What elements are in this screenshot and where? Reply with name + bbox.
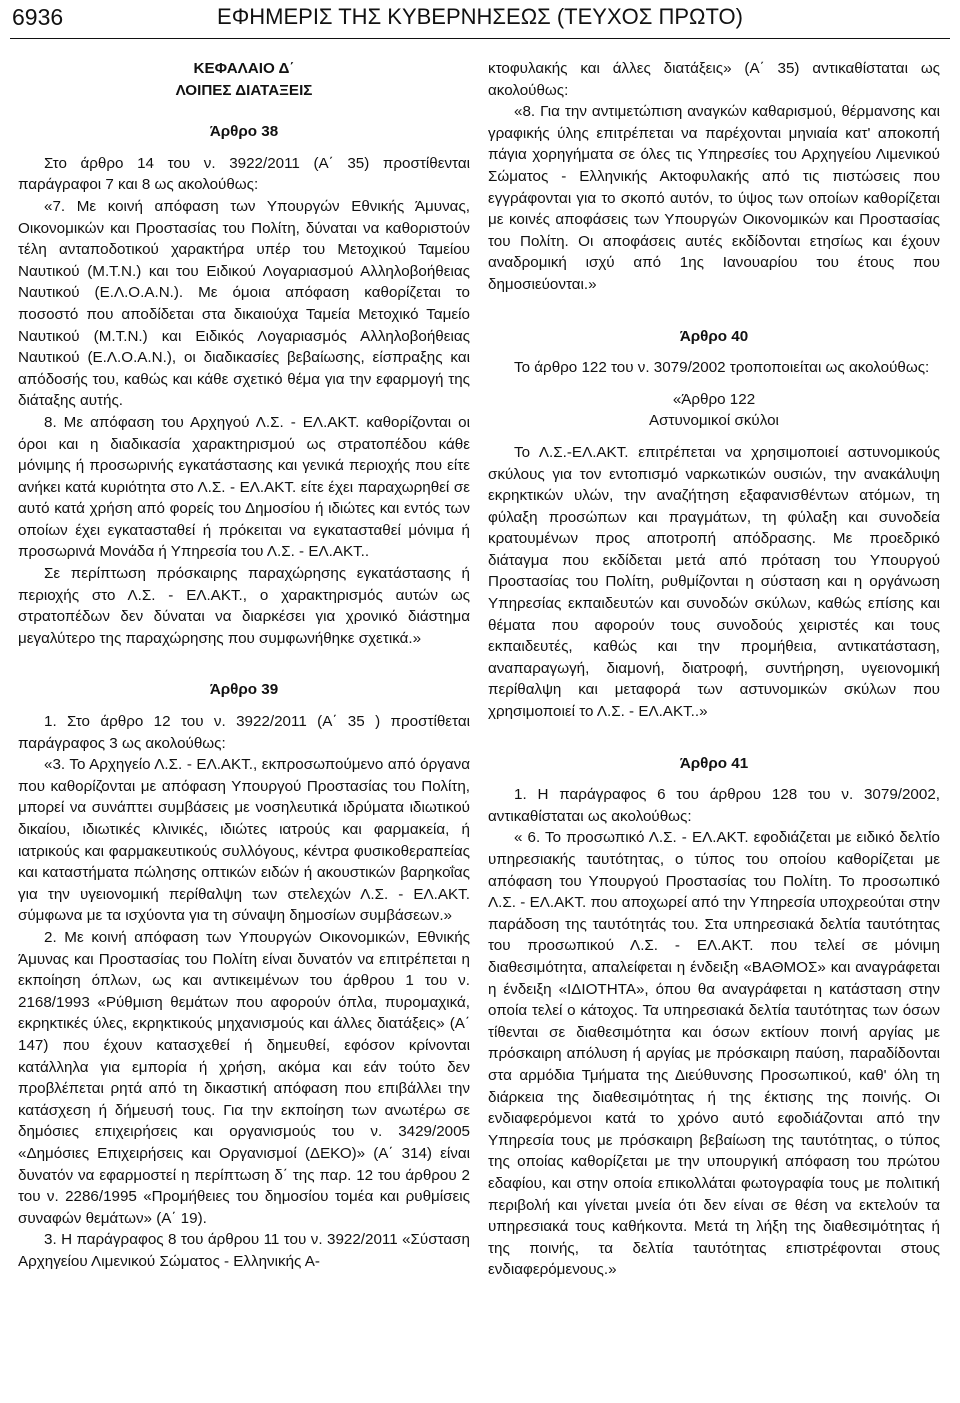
article-38-paragraph-8-cont: Σε περίπτωση πρόσκαιρης παραχώρησης εγκατάστασης ή περιοχής στο Λ.Σ. - ΕΛ.ΑΚΤ., ο χαρακτηρισμός αυτών ως στρατοπέδων δεν δύναται να διαρκέσει για χρονικό διάστημα μεγαλύτερο της παραχώρησης που συμφωνήθηκε σχετικά.» [18,565,470,647]
article-40-intro: Το άρθρο 122 του ν. 3079/2002 τροποποιείται ως ακολούθως: [514,359,930,377]
continued-text: κτοφυλακής και άλλες διατάξεις» (Α΄ 35) αντικαθίσταται ως ακολούθως: [488,60,940,99]
article-41-paragraph-6: « 6. Το προσωπικό Λ.Σ. - ΕΛ.ΑΚΤ. εφοδιάζεται με ειδικό δελτίο υπηρεσιακής ταυτότητας, ο τύπος του οποίου καθορίζεται με απόφαση του Υπουργού Προστασίας του Πολίτη. Το προσωπικό Λ.Σ. - ΕΛ.ΑΚΤ. που αποχωρεί από την Υπηρεσία υποχρεούται στην παράδοση της ταυτότητάς του. Στα υπηρεσιακά δελτία ταυτότητας του προσωπικού Λ.Σ. - ΕΛ.ΑΚΤ. που τελεί σε μόνιμη διαθεσιμότητα, απαλείφεται η ένδειξη «ΒΑΘΜΟΣ» και αναγράφεται η ένδειξη «ΙΔΙΟΤΗΤΑ», όπου θα αναγράφεται η κατάσταση στην οποία τελεί ο κάτοχος. Τα υπηρεσιακά δελτία ταυτότητας των όσων τίθενται σε διαθεσιμότητα και όσων εκτίουν ποινή αργίας με πρόσκαιρη απόλυση ή αργίας με πρόσκαιρη παύση, παραδίδονται στα αρμόδια Τμήματα της Διεύθυνσης Προσωπικού, καθ' όλη τη διάρκεια της διαθεσιμότητας ή της έκτισης της ποινής. Οι ενδιαφερόμενοι κατά το χρόνο αυτό εφοδιάζονται από την Υπηρεσία τους με πρόσκαιρη βεβαίωση της ταυτότητας, ο τύπος της οποίας καθορίζεται με την υπουργική απόφαση του πρώτου εδαφίου, και στην οποία επικολλάται φωτογραφία τους με πολιτική περιβολή και γίνεται μνεία ότι δεν είναι σε θέση να εκτελούν τα υπηρεσιακά τους καθήκοντα. Μετά τη λήξη της διαθεσιμότητας ή της ποινής, τα δελτία ταυτότητας επιστρέφονται στους ενδιαφερόμενους.» [488,829,940,1279]
right-column [488,58,940,1281]
article-39-paragraph-2: 2. Με κοινή απόφαση των Υπουργών Οικονομικών, Εθνικής Άμυνας και Προστασίας του Πολίτη είναι δυνατόν να επιτρέπεται η εκποίηση όπλων, ως και αντικειμένων του άρθρου 1 του ν. 2168/1993 «Ρύθμιση θεμάτων που αφορούν όπλα, πυρομαχικά, εκρηκτικές ύλες, εκρηκτικούς μηχανισμούς και άλλες διατάξεις» (Α΄ 147) που έχουν κατασχεθεί ή δημευθεί, εφόσον κρίνονται κατάλληλα για εμπορία ή χρήση, ακόμα και εάν τούτο δεν προβλέπεται ρητά από τη δικαστική απόφαση που επιβάλλει την κατάσχεση ή δήμευσή τους. Για την εκποίηση των ανωτέρω σε δημόσιες επιχειρήσεις και οργανισμούς του ν. 3429/2005 «Δημόσιες Επιχειρήσεις και Οργανισμοί (ΔΕΚΟ)» (Α΄ 314) είναι δυνατόν να εφαρμοστεί η περίπτωση δ΄ της παρ. 12 του άρθρου 2 του ν. 2286/1995 «Προμήθειες του δημοσίου τομέα και ρυθμίσεις συναφών θεμάτων» (Α΄ 19). [18,928,470,1227]
article-39-heading: Άρθρο 39 [209,681,279,699]
article-40-heading: Άρθρο 40 [679,327,749,345]
article-39-paragraph-3-text: «3. Το Αρχηγείο Λ.Σ. - ΕΛ.ΑΚΤ., εκπροσωπούμενο από όργανα που καθορίζονται με απόφαση Υπουργού Προστασίας του Πολίτη, μπορεί να συνάπτει συμβάσεις με νοσηλευτικά ιδρύματα ιδιωτικού δικαίου, ιδιωτικές κλινικές, ιδιώτες ιατρούς και φαρμακεία, ή ιατρικούς και φαρμακευτικούς συλλόγους, κέντρα φυσικοθεραπείας και καταστήματα πώλησης οπτικών ειδών ή ακουστικών βαρηκοΐας για την υγειονομική περίθαλψη των στελεχών Λ.Σ. - ΕΛ.ΑΚΤ. σύμφωνα με τα ισχύοντα για τη σύναψη δημοσίων συμβάσεων.» [18,756,470,925]
page-number: 6936 [12,4,64,30]
article-122-subtitle: Αστυνομικοί σκύλοι [649,412,779,430]
article-38-intro: Στο άρθρο 14 του ν. 3922/2011 (Α΄ 35) προστίθενται παράγραφοι 7 και 8 ως ακολούθως: [18,154,470,194]
header-rule [10,38,950,39]
gazette-title: ΕΦΗΜΕΡΙΣ ΤΗΣ ΚΥΒΕΡΝΗΣΕΩΣ (ΤΕΥΧΟΣ ΠΡΩΤΟ) [217,4,743,29]
article-38-paragraph-8: 8. Με απόφαση του Αρχηγού Λ.Σ. - ΕΛ.ΑΚΤ. καθορίζονται οι όροι και η διαδικασία χαρακτηρισμού ως στρατοπέδου κάθε μόνιμης ή προσωρινής εγκατάστασης και γενικά περιοχής που είτε ανήκει κατά κυριότητα στο Λ.Σ. - ΕΛ.ΑΚΤ. είτε έχει παραχωρηθεί σε αυτό κατά χρήση από φορείς του Δημοσίου ή ιδιώτες και εντός των οποίων έχει εγκατασταθεί ή πρόκειται να εγκατασταθεί μόνιμα ή προσωρινά Μονάδα ή Υπηρεσία του Λ.Σ. - ΕΛ.ΑΚΤ.. [18,413,470,561]
paragraph-8-text: «8. Για την αντιμετώπιση αναγκών καθαρισμού, θέρμανσης και γραφικής ύλης επιτρέπεται να παρέχονται μηνιαία κατ' αποκοπή πάγια χορηγήματα σε όλες τις Υπηρεσίες του Αρχηγείου Λιμενικού Σώματος - Ελληνικής Ακτοφυλακής από τις πιστώσεις που εγγράφονται για το σκοπό αυτόν, το ύψος των οποίων καθορίζεται με κοινές αποφάσεις των Υπουργών Οικονομικών και Προστασίας του Πολίτη. Οι αποφάσεις αυτές εκδίδονται ετησίως και έχουν αναδρομική ισχύ από 1ης Ιανουαρίου του έτους που δημοσιεύονται.» [488,103,940,293]
article-41-paragraph-1: 1. Η παράγραφος 6 του άρθρου 128 του ν. 3079/2002, αντικαθίσταται ως ακολούθως: [488,786,940,825]
article-122-heading: «Άρθρο 122 [672,390,756,408]
article-38-heading: Άρθρο 38 [209,123,279,141]
chapter-title: ΛΟΙΠΕΣ ΔΙΑΤΑΞΕΙΣ [175,81,313,99]
article-40-body: Το Λ.Σ.-ΕΛ.ΑΚΤ. επιτρέπεται να χρησιμοποιεί αστυνομικούς σκύλους για τον εντοπισμό ναρκωτικών ουσιών, την ανακάλυψη εκρηκτικών υλών, την αναζήτηση εξαφανισθέντων ατόμων, τη φύλαξη προσώπων και πραγμάτων, τη φύλαξη και συνοδεία κρατουμένων προς αποτροπή απόδρασης. Με προεδρικό διάταγμα που εκδίδεται μετά από πρόταση του Υπουργού Προστασίας του Πολίτη, ρυθμίζονται η σύσταση και η οργάνωση Υπηρεσίας εκπαιδευτών και συνοδών σκύλων, καθώς επίσης και θέματα που αφορούν τους συνοδούς χειριστές και τους εκπαιδευτές, καθώς και την προμήθεια, αντικατάσταση, αναπαραγωγή, διαμονή, διατροφή, συντήρηση, υγειονομική περίθαλψη και μεταφορά των αστυνομικών σκύλων που χρησιμοποιεί το Λ.Σ. - ΕΛ.ΑΚΤ..» [488,443,940,721]
article-39-paragraph-1: 1. Στο άρθρο 12 του ν. 3922/2011 (Α΄ 35 ) προστίθεται παράγραφος 3 ως ακολούθως: [18,713,470,752]
article-38-paragraph-7: «7. Με κοινή απόφαση των Υπουργών Εθνικής Άμυνας, Οικονομικών και Προστασίας του Πολίτη, δύναται να καθοριστούν τέλη ανταποδοτικού χαρακτήρα υπέρ του Μετοχικού Ταμείου Ναυτικού (Μ.Τ.Ν.) και του Ειδικού Λογαριασμού Αλληλοβοήθειας Ναυτικού (Ε.Λ.Ο.Α.Ν.). Με όμοια απόφαση καθορίζεται το ποσοστό που αποδίδεται στα δικαιούχα Ταμεία Μετοχικό Ταμείο Ναυτικού (Μ.Τ.Ν.) και Ειδικός Λογαριασμός Αλληλοβοήθειας Ναυτικού (Ε.Λ.Ο.Α.Ν.), οι διαδικασίες βεβαίωσης, είσπραξης και απόδοσής του, καθώς και κάθε σχετικό θέμα για την εφαρμογή της διάταξης αυτής. [18,197,470,410]
article-39-paragraph-3: 3. Η παράγραφος 8 του άρθρου 11 του ν. 3922/2011 «Σύσταση Αρχηγείου Λιμενικού Σώματος - Ελληνικής Α- [18,1231,470,1270]
page-header [0,0,960,40]
article-41-heading: Άρθρο 41 [679,754,749,772]
chapter-number: ΚΕΦΑΛΑΙΟ Δ΄ [193,60,295,77]
left-column [18,58,470,1272]
